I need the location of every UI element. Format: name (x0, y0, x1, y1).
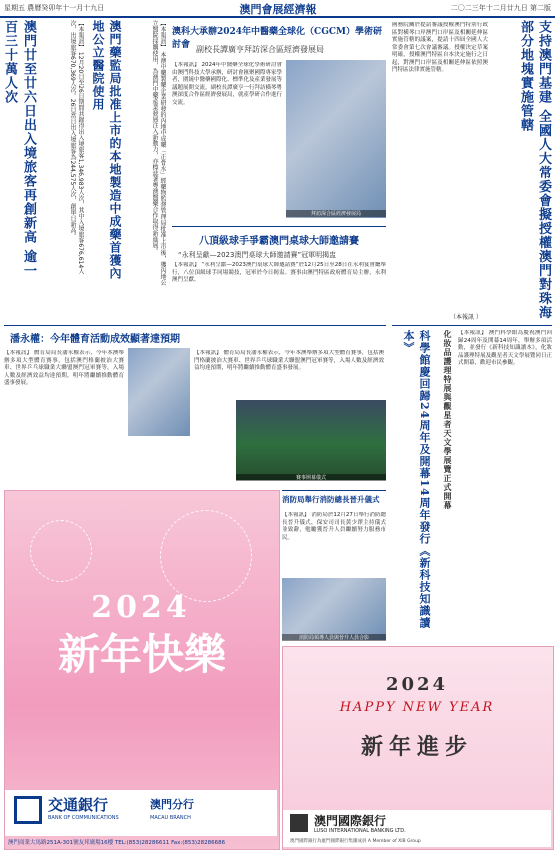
science-headline: 科學館慶回歸24周年及開幕14周年發行《新科技知識讀本》 (402, 330, 431, 629)
science-rule (392, 325, 552, 326)
medicine-article-body: 【本報訊】 本澳中藥製藥企業研發的內地中成藥「正骨水」經藥物監督管理局批准上市後，獲內地公立醫院採購使用，為澳門中藥產業發展注入新動力，亦標誌著粵澳醫藥合作取得新進展。 (151, 20, 166, 286)
bocom-branch-en: MACAU BRANCH (150, 815, 191, 821)
sport-body: 【本報訊】 體育局局長潘永權表示，今年本澳舉辦多項大型體育賽事，包括澳門格蘭披治大賽車、世界乒乓球職業大聯盟澳門冠軍賽等，入場人數及經濟效益均達預期，明年將繼續推動體育盛事發展。 (4, 350, 124, 386)
right-byline: （本報訊 ） (450, 314, 482, 321)
bocom-greeting: 新年快樂 (57, 630, 226, 679)
newspaper-title: 澳門會展經濟報 (239, 3, 317, 16)
snooker-photo (236, 400, 386, 480)
issue-date-left: 星期五 農曆癸卯年十一月十九日 (4, 4, 105, 12)
luso-logo-icon (290, 814, 308, 832)
msu-body: 【本報訊】 2024年中醫藥全球化學術研討會由澳門科技大學承辦，研討會匯聚國際專家學者，圍繞中醫藥國際化、標準化及產業發展等議題展開交流。副校長譚廣亨一行拜訪橫琴粵澳深度合作區經濟發展局，就產學研合作進行交流。 (172, 62, 282, 106)
snooker-subhead: “永利呈獻—2023澳門桌球大師邀請賽”冠軍明揭盅 (178, 251, 337, 259)
bocom-name-cn: 交通銀行 (48, 796, 109, 814)
firework-decoration (160, 510, 252, 602)
bocom-logo-band (5, 790, 277, 836)
sport-photo (128, 348, 190, 436)
fire-body: 【本報訊】 消防局於12月27日舉行消防總長晉升儀式，保安司司長黃少澤主持儀式並致辭，勉勵獲晉升人員繼續努力服務市民。 (282, 512, 386, 541)
left-headline: 澳門廿至廿六日出入境旅客再創新高 逾一百三十萬人次 (2, 20, 36, 278)
bocom-year: 2024 (91, 590, 191, 625)
science-body: 【本報訊】 澳門科學館為慶祝澳門回歸24周年及開幕14周年，舉辦多項活動，並發行《新科技知識讀本》，化妝品護理特展及觀星者天文學展覽同日正式開幕，歡迎市民參觀。 (458, 330, 552, 366)
left-article-body: 【本報訊】 12月20日至26日期間共錄得出入境旅客1,346,983人次，其中入境旅客676,614人次，出境旅客670,369人次。26日當日出入境旅客為244,575人次，創單日新高。 (69, 20, 84, 275)
firework-decoration (30, 520, 92, 582)
snooker-body: 【本報訊】 “永利呈獻—2023澳門桌球大師邀請賽”於12月25日至28日在永利宴會廳舉行，八位頂級球手同場競技，冠軍於今日揭盅。賽事由澳門特區政府體育局主辦，永利澳門呈獻。 (172, 262, 386, 283)
snooker-rule (172, 226, 386, 227)
msu-photo-caption: 拜訪深合區經濟發展局 (286, 210, 386, 217)
msu-subhead: 副校長譚廣亨拜訪深合區經濟發展局 (196, 45, 324, 54)
luso-note: 澳門國際銀行為廈門國際銀行集團成員 A Member of XIB Group (290, 839, 421, 844)
bocom-branch-cn: 澳門分行 (150, 798, 194, 811)
snooker-headline: 八頂級球手爭霸澳門桌球大師邀請賽 (199, 236, 359, 247)
sport-body-2: 【本報訊】 體育局局長潘永權表示，今年本澳舉辦多項大型體育賽事，包括澳門格蘭披治大賽車、世界乒乓球職業大聯盟澳門冠軍賽等，入場人數及經濟效益均達預期，明年將繼續推動體育盛事發展。 (194, 350, 384, 371)
msu-photo (286, 60, 386, 218)
msu-headline: 澳科大承辦2024年中醫藥全球化（CGCM）學術研討會 (172, 27, 383, 50)
medicine-headline: 澳門藥監局批准上市的本地製造中成藥首獲內地公立醫院使用 (91, 20, 122, 280)
bocom-address: 澳門商業大馬路251A-301號友邦廣場16樓 TEL:(853)28286611 Fax:(853)28286686 (8, 840, 226, 846)
luso-greeting: 新年進步 (360, 734, 473, 760)
snooker-photo-caption: 賽事開幕儀式 (236, 474, 386, 481)
sport-rule (4, 325, 386, 326)
luso-name-cn: 澳門國際銀行 (314, 814, 387, 828)
bocom-name-en: BANK OF COMMUNICATIONS (48, 815, 119, 821)
right-headline: 支持澳門基建 全國人大常委會擬授權澳門對珠海部分地塊實施管轄 (518, 20, 551, 320)
luso-year: 2024 (385, 674, 449, 695)
fire-headline: 消防局舉行消防總長晉升儀式 (282, 495, 380, 504)
science-subhead: 化妝品護理特展與觀星者天文學展覽正式開幕 (443, 330, 453, 510)
issue-date-right: 二〇二三年十二月廿九日 第二版 (450, 4, 551, 12)
right-article-body: 國務院關於提請審議授權澳門特別行政區對橫琴口岸澳門口岸區及相關延伸區實施管轄的議案，提請十四屆全國人大常委會第七次會議審議。授權決定草案明確，授權澳門特區自本決定施行之日起，對澳門口岸區及相關延伸區依照澳門特區法律實施管轄。 (392, 22, 488, 73)
sport-headline: 潘永權：今年體育活動成效顯著達預期 (10, 334, 180, 345)
bocom-logo-icon (14, 796, 42, 824)
fire-photo-caption: 消防局領導人員與晉升人員合影 (282, 634, 386, 641)
fire-photo (282, 578, 386, 640)
luso-english: HAPPY NEW YEAR (339, 700, 495, 715)
luso-name-en: LUSO INTERNATIONAL BANKING LTD. (314, 828, 406, 834)
fire-rule (282, 490, 386, 491)
